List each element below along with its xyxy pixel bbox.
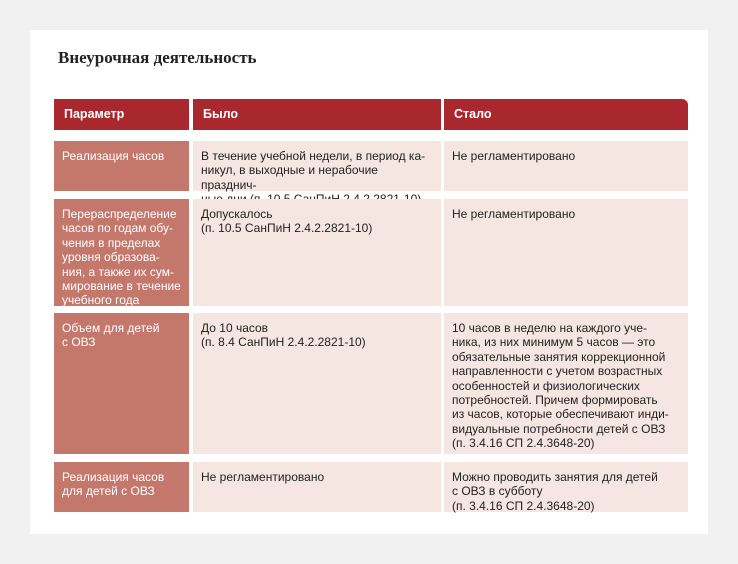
row-1-was: В течение учебной недели, в период ка- никул, в выходные и нерабочие празднич-: [193, 141, 441, 191]
row-4-was: Не регламентировано: [193, 462, 441, 512]
header-now: Стало: [444, 99, 688, 130]
row-2-parameter: Перераспределение часов по годам обу- чения в пределах уровня образова- ния, а также их сум- мирование в течение учебного года: [54, 199, 189, 306]
header-was: Было: [193, 99, 441, 130]
row-2-now: Не регламентировано: [444, 199, 688, 306]
row-3-parameter: Объем для детей с ОВЗ: [54, 313, 189, 454]
header-parameter: Параметр: [54, 99, 189, 130]
row-1-parameter: Реализация часов: [54, 141, 189, 191]
row-3-was: До 10 часов (п. 8.4 СанПиН 2.4.2.2821-10): [193, 313, 441, 454]
page-title: Внеурочная деятельность: [58, 48, 257, 67]
row-3-now: 10 часов в неделю на каждого уче- ника, из них минимум 5 часов — это обязательные занятия коррекционной направленности с учетом возрастных особенностей и физиологических потребностей. Причем формировать из часов, которые обеспечивают инди- видуальные потребности детей с ОВЗ (п. 3.4.16 СП 2.4.3648-20): [444, 313, 688, 454]
row-4-parameter: Реализация часов для детей с ОВЗ: [54, 462, 189, 512]
row-4-now: Можно проводить занятия для детей с ОВЗ в субботу (п. 3.4.16 СП 2.4.3648-20): [444, 462, 688, 512]
row-2-was: Допускалось (п. 10.5 СанПиН 2.4.2.2821-10): [193, 199, 441, 306]
document-card: [30, 30, 708, 534]
row-1-now: Не регламентировано: [444, 141, 688, 191]
